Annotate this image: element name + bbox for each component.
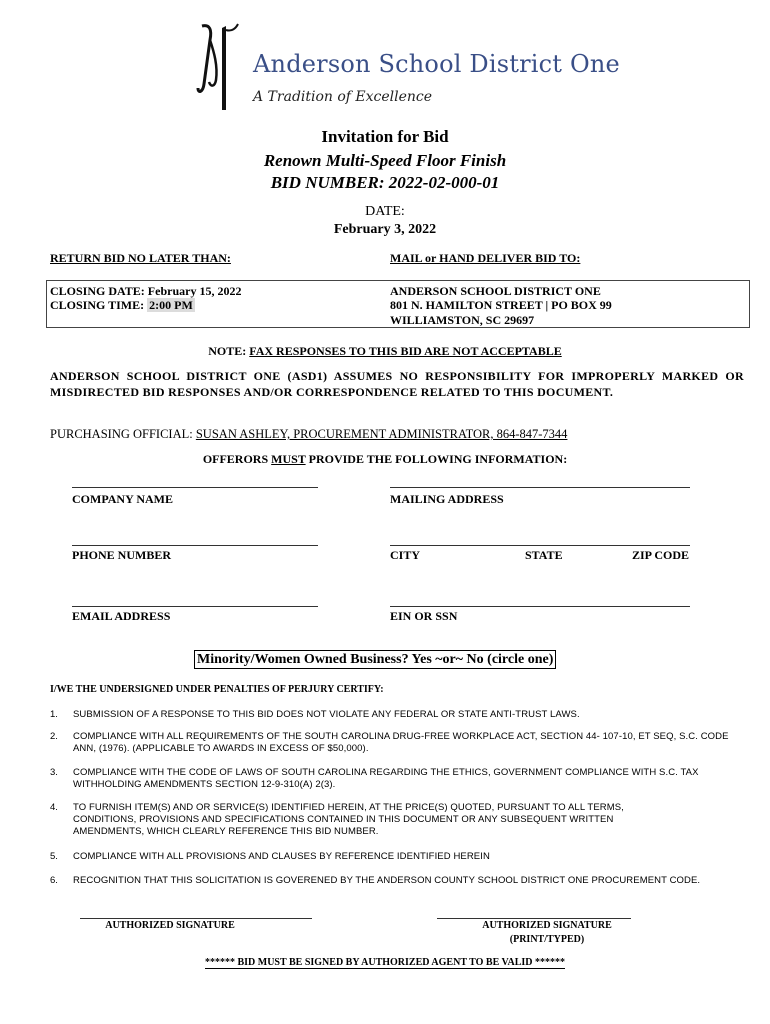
minority-women-owned-question[interactable]: Minority/Women Owned Business? Yes ~or~ No (circle one)	[194, 650, 556, 669]
return-bid-label: RETURN BID NO LATER THAN:	[50, 251, 231, 265]
signature-requirement-note	[0, 957, 770, 968]
printed-typed-label: (PRINT/TYPED)	[509, 934, 585, 945]
item-number: 3.	[50, 767, 58, 778]
city-state-zip-line[interactable]	[390, 545, 690, 546]
company-name-line[interactable]	[72, 487, 318, 488]
address-line-3: WILLIAMSTON, SC 29697	[390, 313, 535, 327]
printed-signature-line[interactable]	[437, 918, 631, 919]
mail-deliver-label: MAIL or HAND DELIVER BID TO:	[390, 251, 581, 265]
closing-time	[50, 298, 195, 313]
organization-name: Anderson School District One	[253, 50, 620, 78]
document-title: Invitation for Bid	[321, 127, 449, 146]
offerors-pre: OFFERORS	[202, 452, 272, 466]
item-text: COMPLIANCE WITH ALL PROVISIONS AND CLAUSES BY REFERENCE IDENTIFIED HEREIN	[73, 851, 490, 862]
item-number: 2.	[50, 731, 58, 742]
document-subtitle: Renown Multi-Speed Floor Finish	[263, 151, 507, 170]
offerors-instruction	[0, 452, 770, 467]
closing-date: CLOSING DATE: February 15, 2022	[50, 284, 242, 298]
bid-number: BID NUMBER: 2022-02-000-01	[270, 173, 500, 192]
phone-number-label: PHONE NUMBER	[72, 548, 171, 562]
item-number: 5.	[50, 851, 58, 862]
purchasing-official	[50, 427, 567, 442]
authorized-signature-label: AUTHORIZED SIGNATURE	[105, 920, 235, 931]
printed-signature-label: AUTHORIZED SIGNATURE	[482, 920, 612, 931]
item-number: 1.	[50, 709, 58, 720]
ein-ssn-line[interactable]	[390, 606, 690, 607]
fax-note	[0, 344, 770, 359]
mailing-address-label: MAILING ADDRESS	[390, 492, 504, 506]
certify-heading: I/WE THE UNDERSIGNED UNDER PENALTIES OF PERJURY CERTIFY:	[50, 684, 384, 695]
email-address-label: EMAIL ADDRESS	[72, 609, 171, 623]
closing-address-box	[46, 280, 750, 328]
purchasing-value: SUSAN ASHLEY, PROCUREMENT ADMINISTRATOR, 864-847-7344	[195, 427, 568, 441]
item-text: RECOGNITION THAT THIS SOLICITATION IS GOVERENED BY THE ANDERSON COUNTY SCHOOL DISTRICT ONE PROCUREMENT CODE.	[73, 875, 701, 886]
mailing-address-line[interactable]	[390, 487, 690, 488]
address-line-1: ANDERSON SCHOOL DISTRICT ONE	[390, 284, 601, 298]
date-label: DATE:	[365, 204, 405, 219]
company-name-label: COMPANY NAME	[72, 492, 173, 506]
responsibility-disclaimer: ANDERSON SCHOOL DISTRICT ONE (ASD1) ASSUMES NO RESPONSIBILITY FOR IMPROPERLY MARKED OR MISDIRECTED BID RESPONSES AND/OR CORRESPONDENCE RELATED TO THIS DOCUMENT.	[50, 369, 744, 399]
email-address-line[interactable]	[72, 606, 318, 607]
phone-number-line[interactable]	[72, 545, 318, 546]
address-line-2: 801 N. HAMILTON STREET | PO BOX 99	[390, 298, 612, 312]
date-value: February 3, 2022	[333, 222, 437, 237]
item-text: COMPLIANCE WITH THE CODE OF LAWS OF SOUTH CAROLINA REGARDING THE ETHICS, GOVERNMENT COMPLIANCE WITH S.C. TAX WITHHOLDING AMENDMENTS SECTION 12-9-310(A) 2(3).	[73, 767, 699, 790]
fax-note-prefix: NOTE:	[208, 344, 250, 358]
organization-tagline: A Tradition of Excellence	[253, 89, 433, 105]
state-label: STATE	[525, 548, 563, 562]
city-label: CITY	[390, 548, 421, 562]
item-number: 4.	[50, 802, 58, 813]
closing-time-label: CLOSING TIME:	[50, 298, 145, 312]
signature-requirement-text: ****** BID MUST BE SIGNED BY AUTHORIZED AGENT TO BE VALID ******	[204, 957, 565, 968]
item-text: COMPLIANCE WITH ALL REQUIREMENTS OF THE SOUTH CAROLINA DRUG-FREE WORKPLACE ACT, SECTION 44- 107-10, ET SEQ, S.C. CODE ANN, (1976). (APPLICABLE TO AWARDS IN EXCESS OF $50,000).	[73, 731, 729, 754]
fax-note-text: FAX RESPONSES TO THIS BID ARE NOT ACCEPTABLE	[249, 344, 562, 358]
item-number: 6.	[50, 875, 58, 886]
ein-ssn-label: EIN OR SSN	[390, 609, 458, 623]
purchasing-label: PURCHASING OFFICIAL:	[50, 427, 196, 441]
district-logo-icon	[196, 22, 246, 114]
item-text: TO FURNISH ITEM(S) AND OR SERVICE(S) IDENTIFIED HEREIN, AT THE PRICE(S) QUOTED, PURSUANT TO ALL TERMS, CONDITIONS, PROVISIONS AND SPECIFICATIONS CONTAINED IN THIS DOCUMENT OR ANY SUBSEQUENT WRITTEN AMENDMENTS, WHICH CLEARLY REFERENCE THIS BID NUMBER.	[73, 802, 624, 837]
closing-time-value: 2:00 PM	[149, 298, 193, 312]
offerors-post: PROVIDE THE FOLLOWING INFORMATION:	[305, 452, 568, 466]
offerors-must: MUST	[271, 452, 306, 466]
authorized-signature-line[interactable]	[80, 918, 312, 919]
item-text: SUBMISSION OF A RESPONSE TO THIS BID DOES NOT VIOLATE ANY FEDERAL OR STATE ANTI-TRUST LAWS.	[73, 709, 580, 720]
zip-code-label: ZIP CODE	[632, 548, 690, 562]
